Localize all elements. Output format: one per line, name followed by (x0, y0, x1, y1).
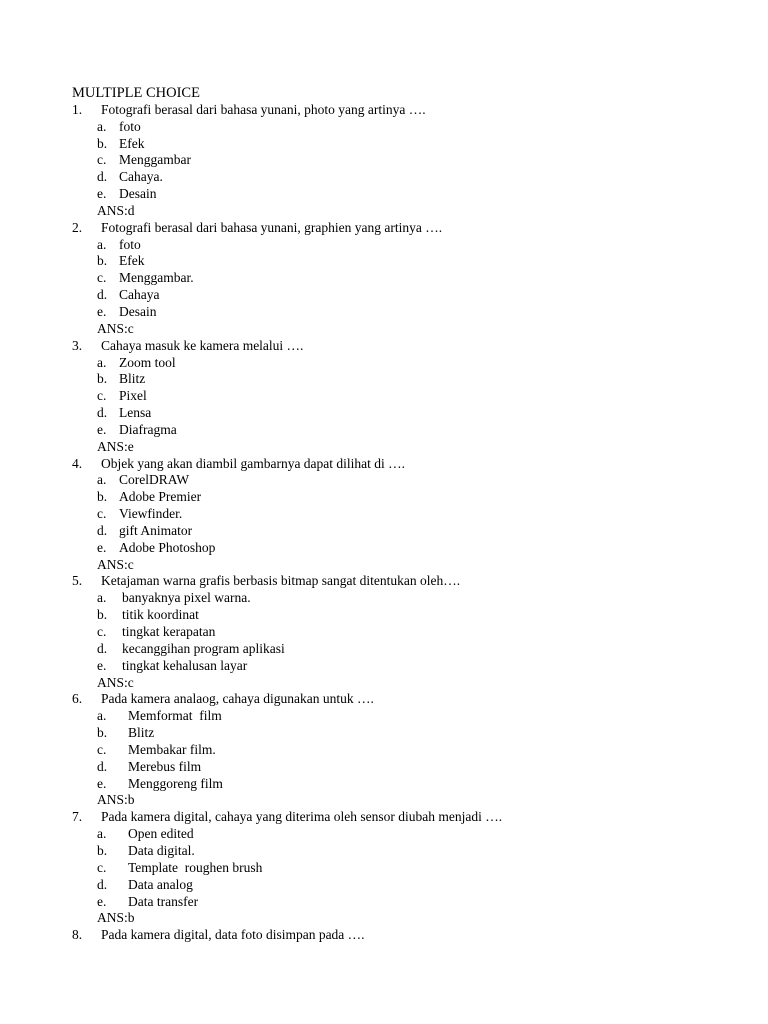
question-line (72, 338, 732, 355)
option-letter: a. (97, 118, 107, 134)
option-line (72, 506, 732, 523)
option-line (72, 371, 732, 388)
option-line (72, 388, 732, 405)
question-text: Cahaya masuk ke kamera melalui …. (101, 337, 304, 353)
question-number: 3. (72, 337, 83, 353)
option-letter: e. (97, 775, 107, 791)
answer-line (72, 675, 732, 692)
question-number: 8. (72, 927, 83, 943)
option-letter: a. (97, 590, 107, 606)
option-text: Desain (119, 186, 157, 202)
question-number: 2. (72, 219, 83, 235)
option-line (72, 489, 732, 506)
option-letter: a. (97, 354, 107, 370)
option-text: foto (119, 236, 141, 252)
option-line (72, 405, 732, 422)
option-letter: a. (97, 708, 107, 724)
option-text: Membakar film. (128, 741, 216, 757)
question-number: 6. (72, 691, 83, 707)
option-text: Efek (119, 253, 145, 269)
answer-line (72, 557, 732, 574)
option-line (72, 708, 732, 725)
option-text: CorelDRAW (119, 472, 190, 488)
option-line (72, 136, 732, 153)
option-text: Adobe Photoshop (119, 539, 216, 555)
option-letter: c. (97, 270, 107, 286)
option-text: Efek (119, 135, 145, 151)
option-line (72, 540, 732, 557)
option-line (72, 742, 732, 759)
answer-key: ANS:c (97, 320, 134, 336)
option-text: Open edited (128, 826, 194, 842)
option-line (72, 304, 732, 321)
option-letter: b. (97, 489, 108, 505)
option-line (72, 270, 732, 287)
option-letter: e. (97, 539, 107, 555)
option-letter: b. (97, 842, 108, 858)
question-line (72, 102, 732, 119)
option-letter: a. (97, 826, 107, 842)
option-text: Data analog (128, 876, 193, 892)
option-text: Diafragma (119, 421, 177, 437)
answer-line (72, 910, 732, 927)
option-line (72, 169, 732, 186)
option-letter: e. (97, 657, 107, 673)
option-line (72, 253, 732, 270)
option-letter: b. (97, 135, 108, 151)
option-text: Data transfer (128, 893, 199, 909)
option-letter: d. (97, 287, 108, 303)
option-letter: d. (97, 876, 108, 892)
option-line (72, 287, 732, 304)
option-text: Adobe Premier (119, 489, 202, 505)
question-number: 4. (72, 455, 83, 471)
question-text: Fotografi berasal dari bahasa yunani, photo yang artinya …. (101, 101, 426, 117)
option-text: Merebus film (128, 758, 202, 774)
answer-key: ANS:e (97, 438, 134, 454)
option-line (72, 607, 732, 624)
answer-key: ANS:c (97, 674, 134, 690)
option-text: Menggambar (119, 152, 191, 168)
question-line (72, 573, 732, 590)
question-text: Pada kamera digital, cahaya yang diterima oleh sensor diubah menjadi …. (101, 809, 503, 825)
answer-key: ANS:d (97, 202, 135, 218)
question-number: 5. (72, 573, 83, 589)
answer-line (72, 321, 732, 338)
option-line (72, 894, 732, 911)
option-text: Blitz (119, 371, 146, 387)
option-letter: c. (97, 388, 107, 404)
option-text: Data digital. (128, 842, 195, 858)
option-letter: b. (97, 371, 108, 387)
option-line (72, 523, 732, 540)
option-line (72, 355, 732, 372)
answer-line (72, 203, 732, 220)
question-text: Ketajaman warna grafis berbasis bitmap sangat ditentukan oleh…. (101, 573, 461, 589)
option-letter: a. (97, 236, 107, 252)
question-number: 1. (72, 101, 83, 117)
question-line (72, 691, 732, 708)
answer-line (72, 792, 732, 809)
question-text: Pada kamera digital, data foto disimpan pada …. (101, 927, 365, 943)
option-line (72, 877, 732, 894)
option-line (72, 658, 732, 675)
option-text: Blitz (128, 725, 155, 741)
option-letter: c. (97, 506, 107, 522)
option-letter: d. (97, 758, 108, 774)
option-line (72, 472, 732, 489)
answer-key: ANS:c (97, 556, 134, 572)
option-letter: b. (97, 253, 108, 269)
option-letter: d. (97, 522, 108, 538)
option-text: titik koordinat (122, 607, 199, 623)
option-line (72, 422, 732, 439)
question-text: Pada kamera analaog, cahaya digunakan untuk …. (101, 691, 374, 707)
option-letter: e. (97, 893, 107, 909)
answer-line (72, 439, 732, 456)
answer-key: ANS:b (97, 792, 135, 808)
option-text: kecanggihan program aplikasi (122, 640, 285, 656)
option-letter: c. (97, 152, 107, 168)
option-line (72, 826, 732, 843)
option-letter: d. (97, 169, 108, 185)
option-letter: e. (97, 186, 107, 202)
option-text: Menggoreng film (128, 775, 223, 791)
option-text: Desain (119, 303, 157, 319)
section-title: MULTIPLE CHOICE (72, 85, 200, 101)
option-line (72, 119, 732, 136)
option-line (72, 624, 732, 641)
option-text: Cahaya (119, 287, 160, 303)
option-line (72, 759, 732, 776)
option-text: Viewfinder. (119, 506, 183, 522)
question-number: 7. (72, 809, 83, 825)
question-line (72, 809, 732, 826)
option-text: Cahaya. (119, 169, 163, 185)
option-text: Zoom tool (119, 354, 176, 370)
answer-key: ANS:b (97, 910, 135, 926)
option-text: foto (119, 118, 141, 134)
option-letter: b. (97, 725, 108, 741)
option-text: Lensa (119, 405, 152, 421)
option-text: gift Animator (119, 522, 193, 538)
option-letter: d. (97, 405, 108, 421)
option-letter: c. (97, 859, 107, 875)
question-text: Objek yang akan diambil gambarnya dapat dilihat di …. (101, 455, 406, 471)
option-letter: c. (97, 741, 107, 757)
question-text: Fotografi berasal dari bahasa yunani, graphien yang artinya …. (101, 219, 443, 235)
option-line (72, 725, 732, 742)
option-letter: c. (97, 624, 107, 639)
option-letter: a. (97, 472, 107, 488)
document-page (72, 85, 732, 944)
option-text: Pixel (119, 388, 147, 404)
option-text: tingkat kerapatan (122, 624, 216, 639)
option-letter: b. (97, 607, 108, 623)
option-text: Template roughen brush (128, 859, 263, 875)
option-text: banyaknya pixel warna. (122, 590, 251, 606)
question-line (72, 456, 732, 473)
option-text: Menggambar. (119, 270, 194, 286)
option-text: tingkat kehalusan layar (122, 657, 248, 673)
option-line (72, 843, 732, 860)
option-letter: e. (97, 303, 107, 319)
question-line (72, 220, 732, 237)
option-line (72, 152, 732, 169)
option-line (72, 860, 732, 877)
option-line (72, 237, 732, 254)
option-line (72, 776, 732, 793)
option-line (72, 590, 732, 607)
option-letter: d. (97, 640, 108, 656)
option-line (72, 641, 732, 658)
option-text: Memformat film (128, 708, 222, 724)
question-list (72, 102, 732, 944)
option-letter: e. (97, 421, 107, 437)
question-line (72, 927, 732, 944)
option-line (72, 186, 732, 203)
